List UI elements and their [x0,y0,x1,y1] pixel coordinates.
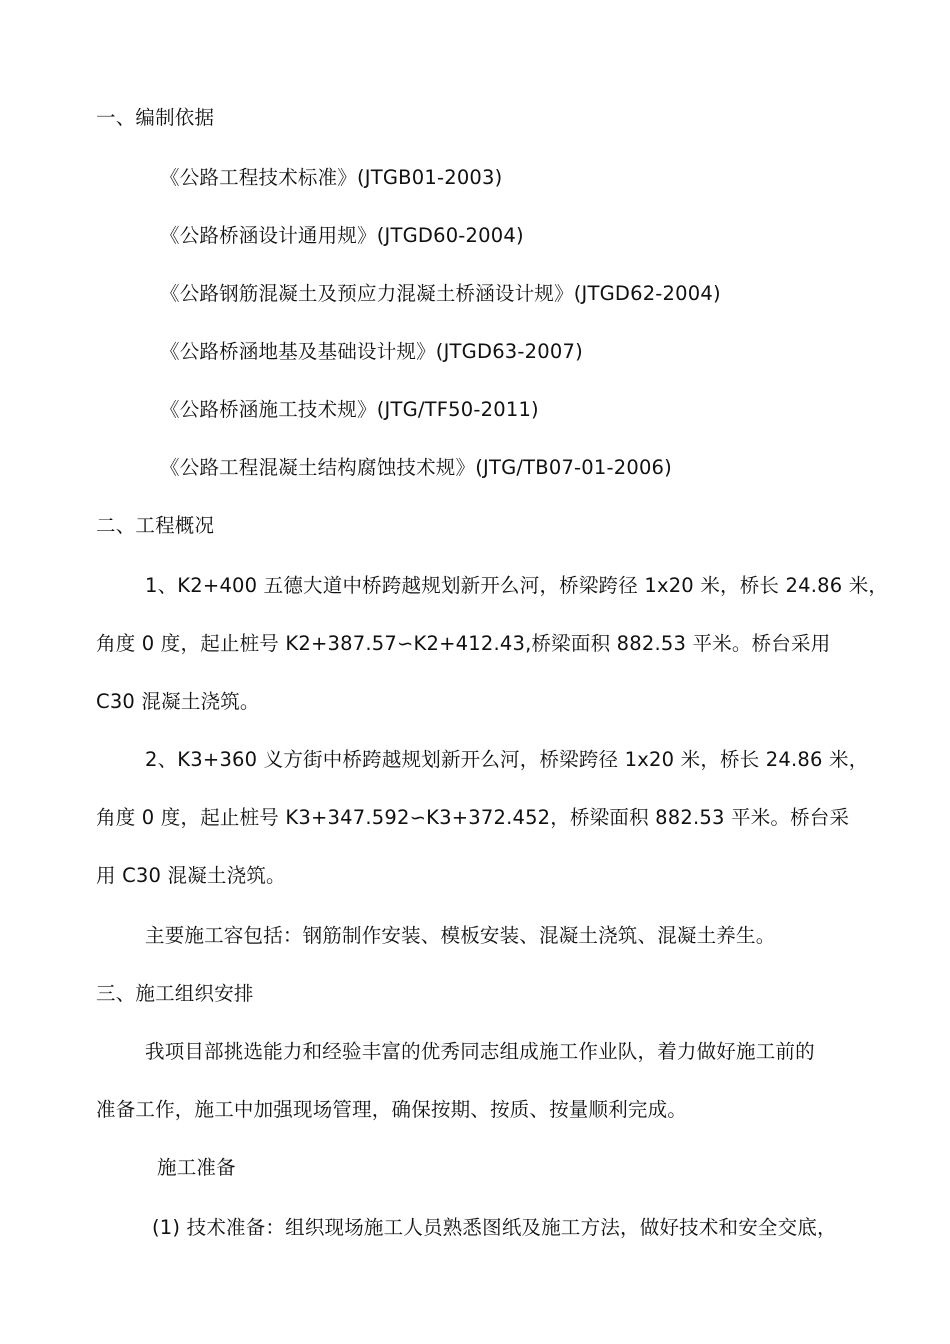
standard-item: 《公路桥涵设计通用规》(JTGD60-2004) [160,224,524,247]
bridge1-line: 1、K2+400 五德大道中桥跨越规划新开么河，桥梁跨径 1x20 米，桥长 24.86 米， [145,574,889,597]
section-heading-organization: 三、施工组织安排 [96,982,254,1005]
bridge1-line: 角度 0 度，起止桩号 K2+387.57∽K2+412.43,桥梁面积 882.53 平米。桥台采用 [96,632,831,655]
technical-prep-line: (1) 技术准备：组织现场施工人员熟悉图纸及施工方法，做好技术和安全交底， [152,1216,837,1239]
bridge1-line: C30 混凝土浇筑。 [96,690,260,713]
standard-item: 《公路工程技术标准》(JTGB01-2003) [160,166,503,189]
main-work-paragraph: 主要施工容包括：钢筋制作安装、模板安装、混凝土浇筑、混凝土养生。 [145,924,776,947]
bridge2-line: 2、K3+360 义方街中桥跨越规划新开么河，桥梁跨径 1x20 米，桥长 24.86 米， [145,748,869,771]
standard-item: 《公路工程混凝土结构腐蚀技术规》(JTG/TB07-01-2006) [160,456,672,479]
organization-paragraph-line: 准备工作，施工中加强现场管理，确保按期、按质、按量顺利完成。 [96,1098,688,1121]
organization-paragraph-line: 我项目部挑选能力和经验丰富的优秀同志组成施工作业队，着力做好施工前的 [145,1040,815,1063]
section-heading-overview: 二、工程概况 [96,514,215,537]
bridge2-line: 用 C30 混凝土浇筑。 [96,864,286,887]
standard-item: 《公路桥涵地基及基础设计规》(JTGD63-2007) [160,340,583,363]
bridge2-line: 角度 0 度，起止桩号 K3+347.592∽K3+372.452，桥梁面积 882.53 平米。桥台采 [96,806,850,829]
construction-prep-title: 施工准备 [157,1156,236,1179]
standard-item: 《公路桥涵施工技术规》(JTG/TF50-2011) [160,398,539,421]
standard-item: 《公路钢筋混凝土及预应力混凝土桥涵设计规》(JTGD62-2004) [160,282,721,305]
section-heading-basis: 一、编制依据 [96,106,215,129]
